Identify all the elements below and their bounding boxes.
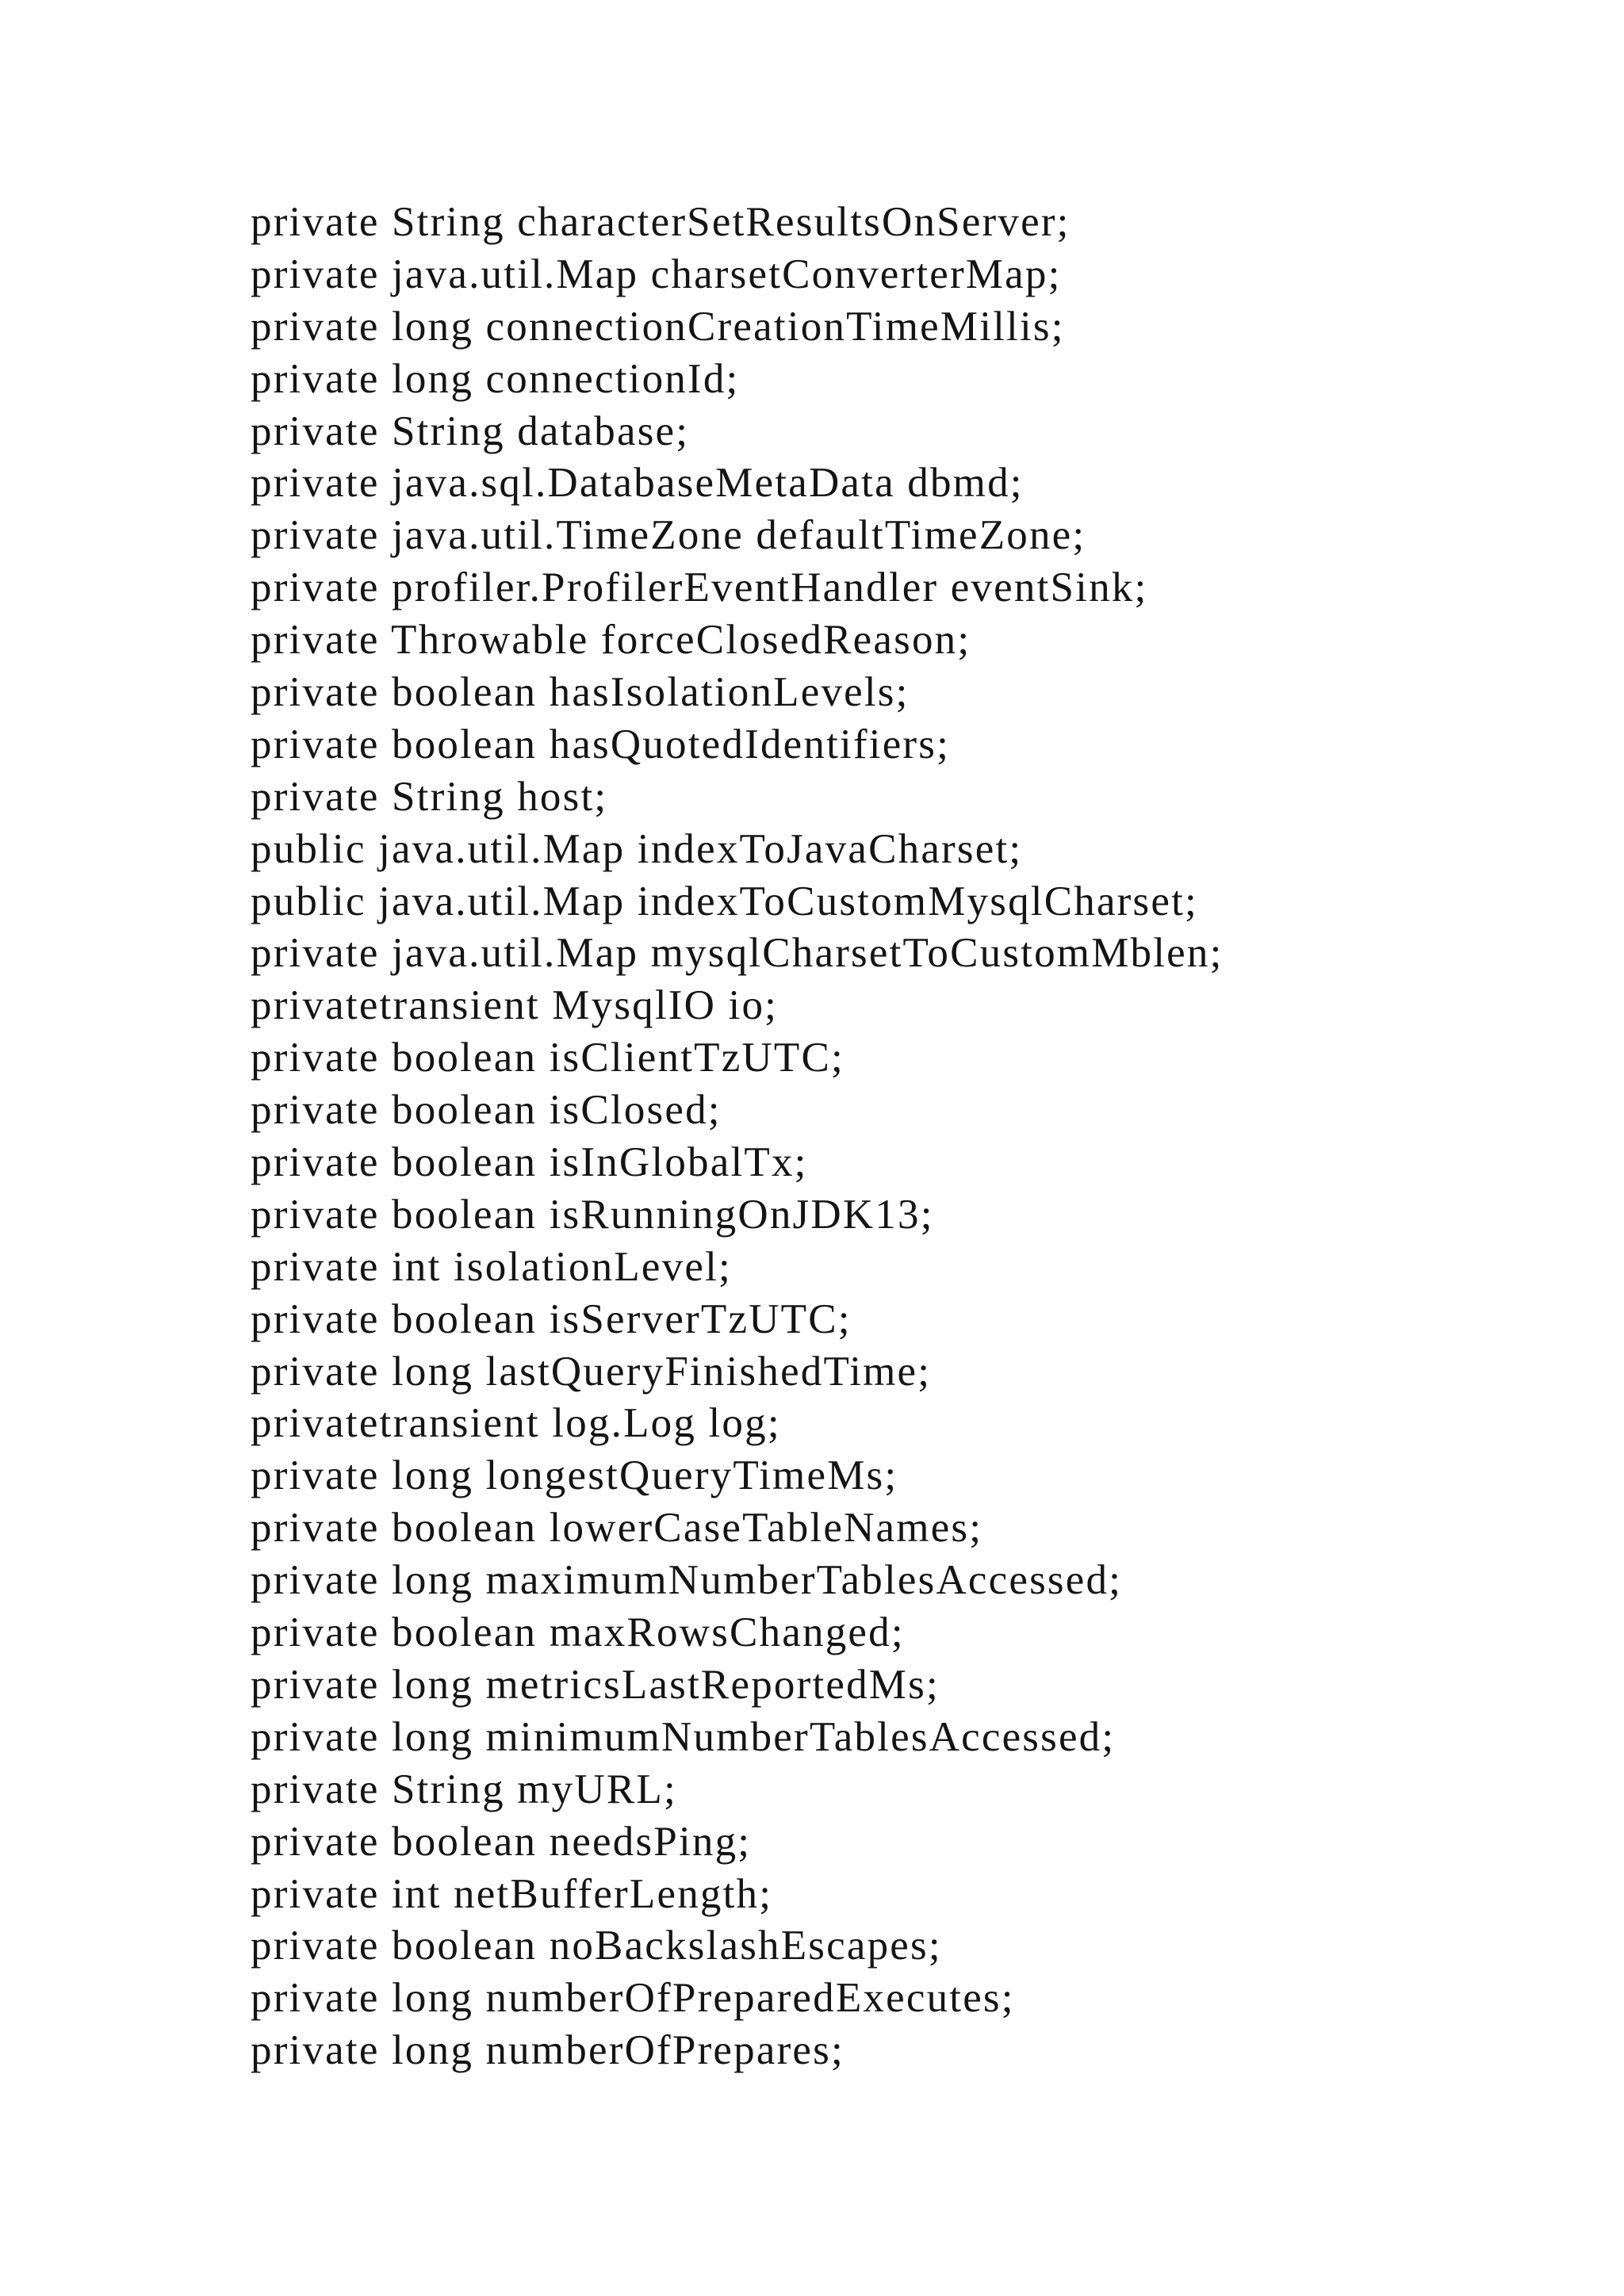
field-declaration-line: private boolean hasQuotedIdentifiers; — [251, 721, 951, 767]
field-declaration-line: private boolean lowerCaseTableNames; — [251, 1505, 983, 1552]
field-declaration-line: private int netBufferLength; — [251, 1870, 773, 1917]
field-declaration-line: private boolean isClosed; — [251, 1087, 722, 1134]
field-declaration-line: private long longestQueryTimeMs; — [251, 1452, 898, 1499]
field-declaration-line: private boolean isRunningOnJDK13; — [251, 1191, 934, 1238]
field-declaration-line: private long maximumNumberTablesAccessed; — [251, 1557, 1123, 1604]
field-declaration-line: private long lastQueryFinishedTime; — [251, 1348, 932, 1395]
field-declaration-line: private String characterSetResultsOnServer; — [251, 199, 1071, 245]
field-declaration-line: private long numberOfPreparedExecutes; — [251, 1975, 1015, 2022]
field-declaration-line: private boolean isInGlobalTx; — [251, 1139, 808, 1186]
field-declaration-line: private long numberOfPrepares; — [251, 2027, 845, 2074]
field-declaration-line: private boolean hasIsolationLevels; — [251, 669, 910, 716]
field-declaration-line: privatetransient MysqlIO io; — [251, 982, 779, 1029]
field-declaration-line: private boolean noBackslashEscapes; — [251, 1923, 942, 1969]
field-declaration-line: private java.util.Map charsetConverterMap; — [251, 251, 1062, 297]
field-declaration-line: private long metricsLastReportedMs; — [251, 1661, 940, 1708]
field-declaration-line: private boolean maxRowsChanged; — [251, 1609, 905, 1656]
field-declaration-line: private java.util.TimeZone defaultTimeZone; — [251, 512, 1086, 559]
field-declaration-line: private String database; — [251, 408, 690, 454]
field-declaration-line: private java.sql.DatabaseMetaData dbmd; — [251, 460, 1024, 507]
field-declaration-line: private boolean isServerTzUTC; — [251, 1295, 852, 1342]
field-declaration-line: private boolean needsPing; — [251, 1818, 752, 1865]
field-declaration-line: private Throwable forceClosedReason; — [251, 617, 971, 664]
field-declaration-line: private String myURL; — [251, 1766, 677, 1812]
field-declaration-line: private long minimumNumberTablesAccessed; — [251, 1713, 1116, 1760]
field-declaration-line: public java.util.Map indexToJavaCharset; — [251, 825, 1023, 872]
field-declaration-line: privatetransient log.Log log; — [251, 1400, 781, 1447]
field-declaration-line: private long connectionId; — [251, 355, 740, 402]
field-declaration-line: private profiler.ProfilerEventHandler eventSink; — [251, 564, 1148, 611]
field-declaration-line: private String host; — [251, 773, 608, 820]
field-declaration-line: private long connectionCreationTimeMillis; — [251, 303, 1065, 350]
field-declaration-line: private java.util.Map mysqlCharsetToCustomMblen; — [251, 930, 1224, 977]
field-declaration-line: public java.util.Map indexToCustomMysqlCharset; — [251, 878, 1198, 924]
field-declaration-line: private int isolationLevel; — [251, 1243, 732, 1290]
field-declaration-list — [251, 197, 1224, 2077]
field-declaration-line: private boolean isClientTzUTC; — [251, 1035, 845, 1081]
